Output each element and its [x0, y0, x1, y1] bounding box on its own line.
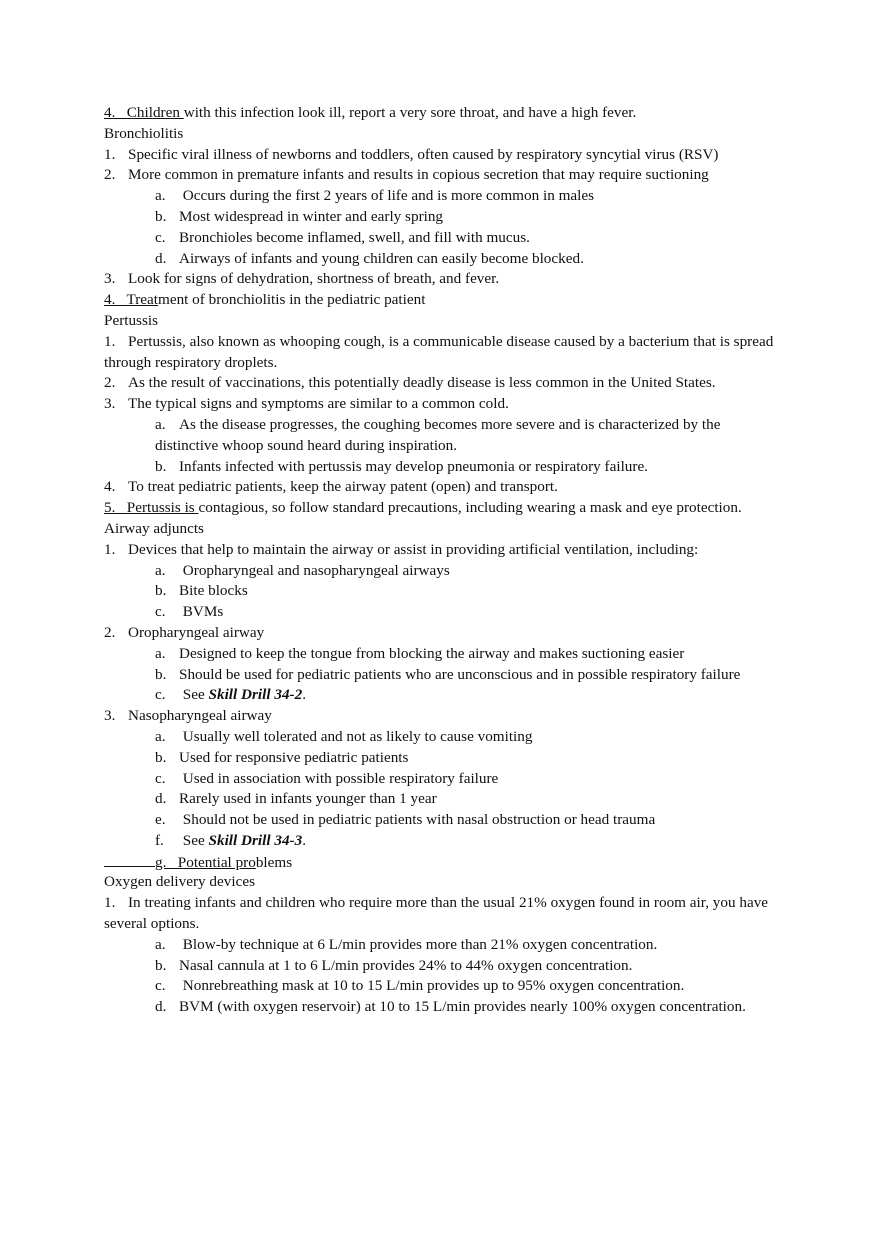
sub-list-item: e. Should not be used in pediatric patients with nasal obstruction or head trauma	[155, 811, 656, 829]
sub-list-item: a. Occurs during the first 2 years of life and is more common in males	[155, 187, 595, 205]
list-item	[104, 103, 784, 124]
underlined-text: 4. Treat	[104, 291, 159, 309]
list-item: 3. Nasopharyngeal airway	[104, 707, 272, 725]
list-item: 2. Oropharyngeal airway	[104, 623, 265, 641]
skill-drill-reference: Skill Drill 34-2	[208, 686, 303, 704]
underlined-text: 5. Pertussis is	[104, 499, 199, 517]
skill-drill-reference: Skill Drill 34-3	[208, 831, 303, 849]
sub-list-item: b. Most widespread in winter and early spring	[155, 207, 444, 225]
sub-list-item: c. Nonrebreathing mask at 10 to 15 L/min provides up to 95% oxygen concentration.	[155, 977, 685, 995]
sub-list-item: b. Nasal cannula at 1 to 6 L/min provides 24% to 44% oxygen concentration.	[155, 956, 633, 974]
section-heading-bronchiolitis: Bronchiolitis	[104, 124, 184, 142]
sub-list-item: c. Used in association with possible respiratory failure	[155, 769, 499, 787]
sub-list-item: c. BVMs	[155, 603, 224, 621]
list-item: 1. In treating infants and children who require more than the usual 21% oxygen found in room air, you have several options.	[104, 894, 769, 933]
list-item: 1. Pertussis, also known as whooping cough, is a communicable disease caused by a bacterium that is spread through respiratory droplets.	[104, 332, 774, 371]
list-item: 5. Pertussis is contagious, so follow standard precautions, including wearing a mask and eye protection.	[104, 499, 742, 517]
item-text: with this infection look ill, report a very sore throat, and have a high fever.	[183, 104, 637, 121]
sub-list-item: c. Bronchioles become inflamed, swell, and fill with mucus.	[155, 228, 530, 246]
sub-list-item: b. Should be used for pediatric patients who are unconscious and in possible respiratory failure	[155, 665, 741, 683]
sub-list-item: f. See Skill Drill 34-3.	[155, 831, 306, 849]
sub-list-item: d. Rarely used in infants younger than 1 year	[155, 790, 437, 808]
list-item: 2. More common in premature infants and results in copious secretion that may require suctioning	[104, 166, 709, 184]
item-number: 4.	[104, 104, 116, 121]
list-item: 2. As the result of vaccinations, this potentially deadly disease is less common in the United States.	[104, 374, 716, 392]
section-heading-airway-adjuncts: Airway adjuncts	[104, 519, 204, 537]
section-heading-pertussis: Pertussis	[104, 311, 159, 329]
sub-list-item: a. Designed to keep the tongue from blocking the airway and makes suctioning easier	[155, 644, 685, 662]
sub-list-item: d. BVM (with oxygen reservoir) at 10 to 15 L/min provides nearly 100% oxygen concentration.	[155, 998, 746, 1016]
sub-list-item: g. Potential problems	[104, 852, 784, 873]
sub-list-item: a. Blow-by technique at 6 L/min provides more than 21% oxygen concentration.	[155, 935, 658, 953]
underlined-text: Children	[126, 104, 184, 121]
sub-list-item: a. Oropharyngeal and nasopharyngeal airways	[155, 561, 450, 579]
section-heading-oxygen-delivery: Oxygen delivery devices	[104, 873, 255, 891]
underlined-text: g. Potential pro	[155, 853, 256, 871]
sub-list-item: b. Infants infected with pertussis may develop pneumonia or respiratory failure.	[155, 457, 648, 475]
sub-list-item: b. Bite blocks	[155, 582, 248, 600]
sub-list-item: c. See Skill Drill 34-2.	[155, 686, 306, 704]
list-item: 4. To treat pediatric patients, keep the airway patent (open) and transport.	[104, 478, 558, 496]
sub-list-item: a. As the disease progresses, the coughing becomes more severe and is characterized by the distinctive whoop sound heard during inspiration.	[155, 415, 721, 454]
list-item: 1. Devices that help to maintain the airway or assist in providing artificial ventilation, including:	[104, 540, 699, 558]
sub-list-item: b. Used for responsive pediatric patients	[155, 748, 409, 766]
list-item: 4. Treatment of bronchiolitis in the pediatric patient	[104, 291, 426, 309]
blank-underline	[104, 852, 155, 867]
list-item: 1. Specific viral illness of newborns and toddlers, often caused by respiratory syncytial virus (RSV)	[104, 145, 719, 163]
sub-list-item: d. Airways of infants and young children can easily become blocked.	[155, 249, 584, 267]
document-page	[104, 103, 784, 1018]
list-item: 3. The typical signs and symptoms are similar to a common cold.	[104, 395, 509, 413]
sub-list-item: a. Usually well tolerated and not as likely to cause vomiting	[155, 727, 533, 745]
list-item: 3. Look for signs of dehydration, shortness of breath, and fever.	[104, 270, 500, 288]
